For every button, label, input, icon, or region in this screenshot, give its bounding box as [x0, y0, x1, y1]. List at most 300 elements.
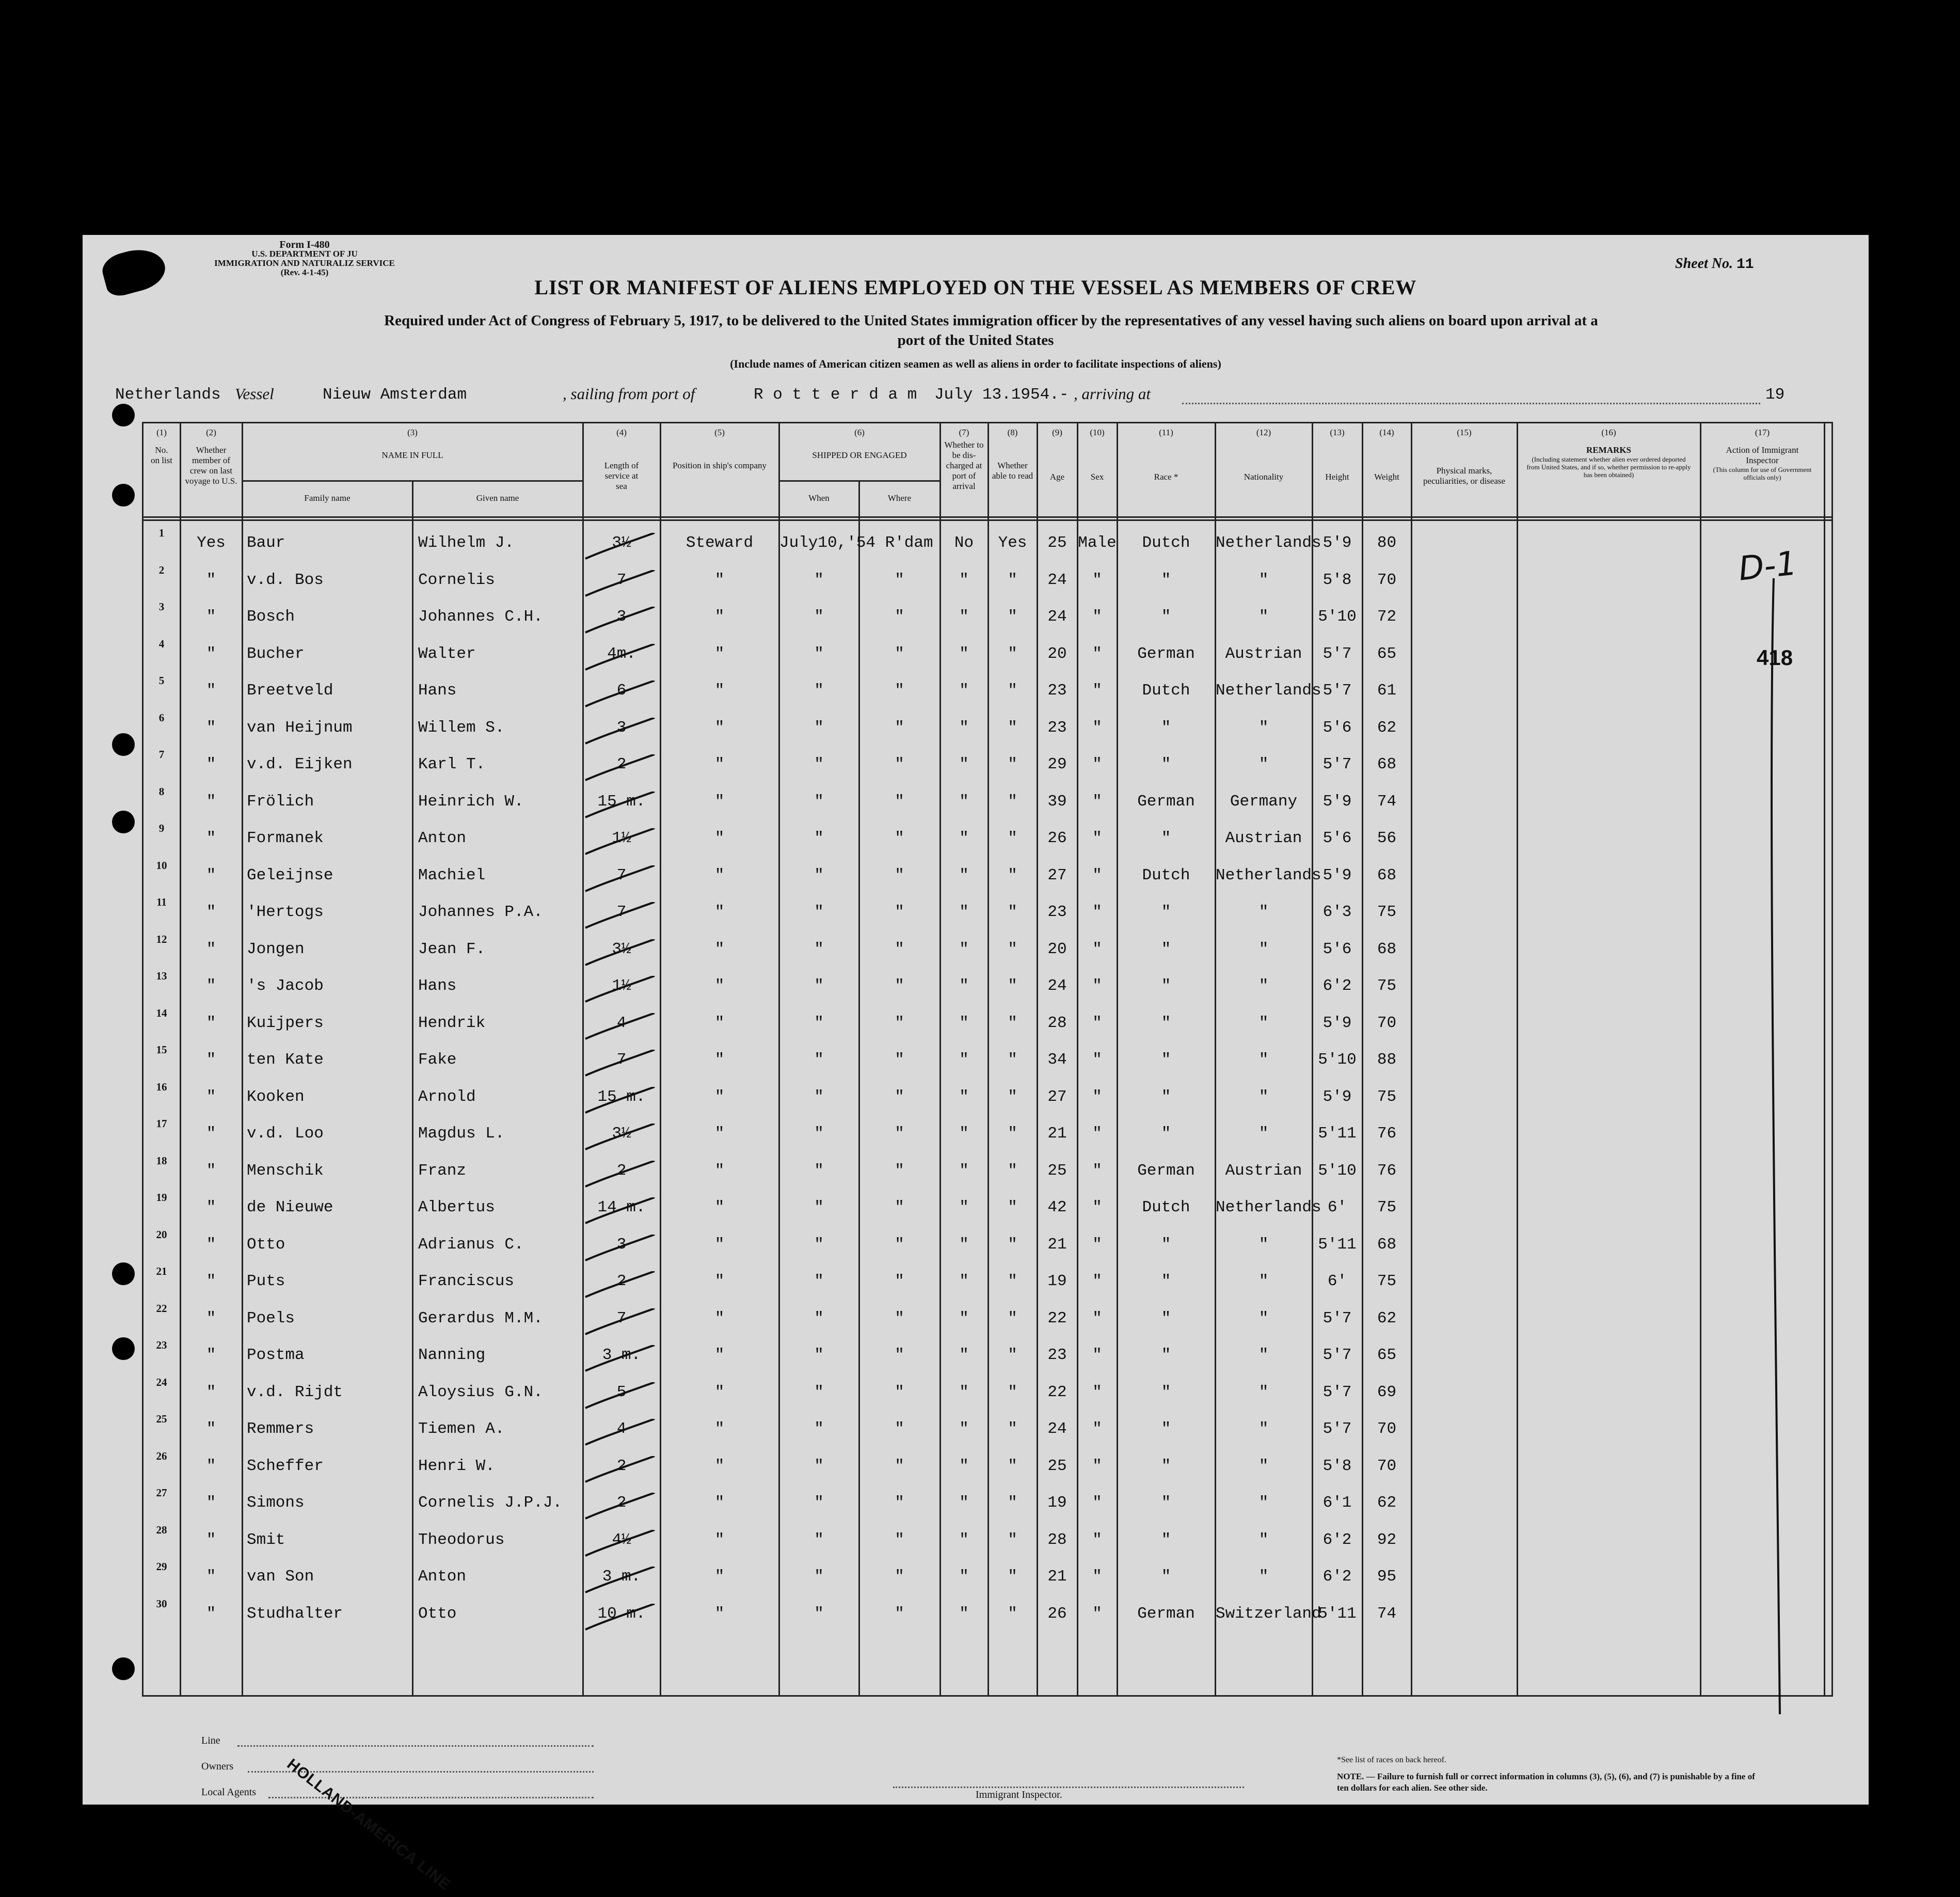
- header-col15-label: Physical marks, peculiarities, or disease: [1423, 466, 1506, 486]
- cell-weight: 80: [1377, 534, 1397, 552]
- cell-given: Fake: [418, 1051, 457, 1069]
- races-note: *See list of races on back hereof.: [1337, 1756, 1446, 1764]
- cell-read: ": [1008, 755, 1017, 773]
- binder-hole: [112, 1337, 135, 1360]
- header-col14: [1363, 428, 1411, 482]
- cell-where: ": [895, 1051, 904, 1069]
- cell-weight: 75: [1377, 1272, 1397, 1290]
- table-row: [144, 1046, 1831, 1083]
- cell-given: Jean F.: [418, 940, 486, 958]
- cell-discharged: ": [959, 1272, 969, 1290]
- header-col6-label: SHIPPED OR ENGAGED: [812, 450, 907, 460]
- cell-family: Menschik: [247, 1161, 324, 1180]
- cell-discharged: ": [959, 1457, 969, 1475]
- dept-line-2: [206, 259, 403, 268]
- cell-age: 20: [1047, 644, 1067, 663]
- cell-when: ": [814, 1530, 824, 1549]
- cell-position: ": [714, 755, 725, 773]
- cell-where: 4 R'dam: [866, 534, 933, 552]
- cell-crew: ": [206, 1604, 216, 1623]
- cell-where: ": [895, 1198, 904, 1216]
- cell-where: ": [895, 1420, 904, 1438]
- cell-given: Magdus L.: [418, 1125, 505, 1143]
- cell-when: ": [814, 1457, 824, 1475]
- table-row: [144, 1378, 1831, 1415]
- cell-position: Steward: [686, 534, 754, 552]
- header-col3: [243, 428, 582, 461]
- cell-service: 3 m.: [602, 1346, 641, 1364]
- header-col6: [779, 428, 939, 461]
- sheet-number-value: 11: [1736, 257, 1754, 273]
- cell-no: 27: [156, 1487, 167, 1499]
- cell-where: ": [895, 903, 904, 921]
- cell-sex: ": [1092, 1604, 1102, 1623]
- check-tick: [582, 1124, 660, 1155]
- cell-sex: ": [1092, 977, 1102, 995]
- header-col17-label: Action of Immigrant Inspector: [1726, 445, 1799, 465]
- cell-family: Remmers: [247, 1420, 314, 1438]
- cell-age: 39: [1047, 792, 1067, 811]
- cell-race: ": [1161, 571, 1171, 589]
- cell-height: 5'7: [1322, 1346, 1352, 1364]
- check-tick: [582, 865, 660, 896]
- cell-crew: ": [206, 903, 216, 921]
- check-tick: [582, 607, 660, 638]
- cell-discharged: ": [959, 1235, 969, 1254]
- cell-read: ": [1008, 1383, 1017, 1401]
- cell-sex: ": [1092, 1161, 1102, 1180]
- cell-weight: 92: [1377, 1530, 1397, 1549]
- cell-age: 21: [1047, 1235, 1067, 1254]
- cell-service: 3: [616, 718, 627, 737]
- cell-position: ": [714, 1420, 725, 1438]
- cell-height: 6'2: [1322, 1530, 1352, 1549]
- cell-nationality: ": [1258, 1346, 1269, 1364]
- cell-no: 12: [156, 932, 167, 945]
- check-tick: [582, 1604, 660, 1635]
- header-col10-label: Sex: [1090, 472, 1104, 482]
- cell-weight: 74: [1377, 1604, 1397, 1623]
- cell-race: ": [1161, 1087, 1171, 1106]
- cell-height: 6'3: [1322, 903, 1352, 921]
- line-label: Line: [201, 1735, 220, 1746]
- cell-weight: 68: [1377, 940, 1397, 958]
- cell-crew: Yes: [197, 534, 226, 552]
- cell-age: 23: [1047, 903, 1067, 921]
- cell-crew: ": [206, 1014, 216, 1032]
- cell-height: 6'2: [1322, 1568, 1352, 1586]
- cell-race: ": [1161, 608, 1171, 626]
- binder-hole: [112, 733, 135, 756]
- form-number: Form I-480: [279, 239, 330, 250]
- check-tick: [582, 681, 660, 712]
- cell-crew: ": [206, 1494, 216, 1512]
- cell-position: ": [714, 1272, 725, 1290]
- cell-no: 30: [156, 1597, 167, 1610]
- cell-where: ": [895, 1235, 904, 1254]
- cell-height: 5'7: [1322, 644, 1352, 663]
- cell-where: ": [895, 1272, 904, 1290]
- header-col7-label: Whether to be dis-charged at port of arrival: [944, 440, 984, 491]
- header-col2: [181, 428, 242, 486]
- header-col1-label: No. on list: [150, 445, 173, 465]
- header-col7: [941, 428, 987, 492]
- check-tick: [582, 1308, 660, 1339]
- cell-position: ": [714, 571, 725, 589]
- cell-family: van Son: [247, 1568, 314, 1586]
- check-tick: [582, 1271, 660, 1302]
- cell-nationality: ": [1258, 1568, 1269, 1586]
- header-col15-num: (15): [1457, 428, 1472, 437]
- crew-table: [142, 422, 1833, 1697]
- header-col3-num: (3): [407, 428, 418, 437]
- table-row: [144, 711, 1831, 751]
- check-tick: [582, 644, 660, 675]
- cell-weight: 68: [1377, 866, 1397, 884]
- cell-sex: ": [1092, 755, 1102, 773]
- cell-service: 7: [616, 1309, 627, 1327]
- cell-discharged: ": [959, 1346, 969, 1364]
- cell-crew: ": [206, 1198, 216, 1216]
- header-col3-label: NAME IN FULL: [381, 450, 443, 460]
- cell-service: 7: [616, 1051, 627, 1069]
- cell-where: ": [895, 1125, 904, 1143]
- cell-family: Poels: [247, 1309, 295, 1327]
- cell-family: 'Hertogs: [247, 903, 324, 921]
- cell-discharged: ": [959, 718, 969, 737]
- cell-read: ": [1008, 866, 1017, 884]
- cell-race: ": [1161, 1383, 1171, 1401]
- cell-family: Simons: [247, 1494, 305, 1512]
- cell-where: ": [895, 829, 904, 847]
- cell-discharged: ": [959, 1604, 969, 1623]
- cell-height: 6': [1327, 1272, 1347, 1290]
- cell-race: Dutch: [1142, 682, 1190, 700]
- cell-read: ": [1008, 1457, 1017, 1475]
- cell-family: v.d. Bos: [247, 571, 324, 589]
- cell-where: ": [895, 1383, 904, 1401]
- inspector-mark: D-1: [1736, 544, 1799, 589]
- cell-nationality: ": [1258, 1014, 1269, 1032]
- line-blank: [237, 1745, 594, 1747]
- cell-read: ": [1008, 644, 1017, 663]
- record-count: 418: [1757, 645, 1793, 670]
- cell-discharged: ": [959, 1309, 969, 1327]
- cell-height: 5'11: [1318, 1235, 1357, 1254]
- cell-discharged: ": [959, 866, 969, 884]
- cell-position: ": [714, 608, 725, 626]
- cell-position: ": [714, 1383, 725, 1401]
- cell-when: July10,'5: [779, 534, 866, 552]
- cell-crew: ": [206, 1161, 216, 1180]
- header-col1-num: (1): [156, 428, 167, 437]
- cell-no: 23: [156, 1339, 167, 1351]
- cell-position: ": [714, 718, 725, 737]
- cell-position: ": [714, 682, 725, 700]
- check-tick: [582, 939, 660, 970]
- cell-when: ": [814, 1198, 824, 1216]
- cell-when: ": [814, 1051, 824, 1069]
- cell-crew: ": [206, 866, 216, 884]
- cell-when: ": [814, 829, 824, 847]
- form-id-block: [206, 240, 403, 277]
- cell-family: Geleijnse: [247, 866, 333, 884]
- form-instruction: (Include names of American citizen seamen as well as aliens in order to facilitate inspections of aliens): [730, 357, 1221, 370]
- table-row: [144, 972, 1831, 1009]
- cell-service: 7: [616, 903, 627, 921]
- cell-service: 10 m.: [597, 1604, 646, 1623]
- cell-discharged: ": [959, 755, 969, 773]
- cell-age: 26: [1047, 829, 1067, 847]
- cell-read: ": [1008, 1125, 1017, 1143]
- cell-age: 22: [1047, 1383, 1067, 1401]
- cell-where: ": [895, 1087, 904, 1106]
- table-row: [144, 1523, 1831, 1563]
- cell-race: ": [1161, 1051, 1171, 1069]
- cell-where: ": [895, 792, 904, 811]
- cell-sex: ": [1092, 1087, 1102, 1106]
- cell-when: ": [814, 1494, 824, 1512]
- cell-weight: 70: [1377, 1457, 1397, 1475]
- header-col7-num: (7): [959, 428, 969, 437]
- cell-sex: ": [1092, 1014, 1102, 1032]
- cell-crew: ": [206, 829, 216, 847]
- cell-read: ": [1008, 682, 1017, 700]
- cell-read: ": [1008, 1309, 1017, 1327]
- header-col14-label: Weight: [1374, 472, 1399, 482]
- check-tick: [582, 1382, 660, 1413]
- cell-weight: 70: [1377, 1420, 1397, 1438]
- cell-no: 10: [156, 859, 167, 872]
- cell-height: 5'6: [1322, 940, 1352, 958]
- cell-sex: ": [1092, 1272, 1102, 1290]
- cell-no: 20: [156, 1228, 167, 1241]
- cell-age: 27: [1047, 866, 1067, 884]
- cell-where: ": [895, 571, 904, 589]
- cell-given: Aloysius G.N.: [418, 1383, 543, 1401]
- cell-nationality: ": [1258, 718, 1269, 737]
- check-tick: [582, 1087, 660, 1118]
- cell-race: ": [1161, 977, 1171, 995]
- cell-height: 5'11: [1318, 1125, 1357, 1143]
- cell-position: ": [714, 1235, 725, 1254]
- cell-height: 5'7: [1322, 1420, 1352, 1438]
- table-row: [144, 600, 1831, 640]
- cell-discharged: ": [959, 608, 969, 626]
- cell-position: ": [714, 1494, 725, 1512]
- cell-discharged: ": [959, 1494, 969, 1512]
- cell-race: ": [1161, 718, 1171, 737]
- cell-position: ": [714, 977, 725, 995]
- cell-when: ": [814, 1346, 824, 1364]
- cell-race: ": [1161, 829, 1171, 847]
- cell-where: ": [895, 1604, 904, 1623]
- cell-when: ": [814, 1568, 824, 1586]
- check-tick: [582, 718, 660, 749]
- cell-given: Anton: [418, 829, 467, 847]
- arriving-label: , arriving at: [1074, 385, 1151, 403]
- cell-discharged: ": [959, 682, 969, 700]
- cell-age: 23: [1047, 682, 1067, 700]
- cell-no: 7: [158, 748, 165, 761]
- cell-read: ": [1008, 1087, 1017, 1106]
- header-col8-num: (8): [1007, 428, 1018, 437]
- cell-given: Cornelis J.P.J.: [418, 1494, 563, 1512]
- header-col1: [144, 428, 180, 466]
- cell-when: ": [814, 644, 824, 663]
- cell-nationality: ": [1258, 571, 1269, 589]
- header-col11-label: Race *: [1154, 472, 1178, 482]
- cell-read: ": [1008, 903, 1017, 921]
- cell-discharged: No: [954, 534, 974, 552]
- cell-crew: ": [206, 644, 216, 663]
- dept-line-2-b: SERVICE: [356, 258, 395, 268]
- cell-no: 1: [158, 527, 165, 539]
- cell-race: ": [1161, 1494, 1171, 1512]
- cell-age: 20: [1047, 940, 1067, 958]
- cell-nationality: ": [1258, 903, 1269, 921]
- check-tick: [582, 570, 660, 601]
- cell-age: 23: [1047, 718, 1067, 737]
- cell-family: Baur: [247, 534, 285, 552]
- cell-race: ": [1161, 1125, 1171, 1143]
- check-tick: [582, 1197, 660, 1228]
- cell-height: 5'8: [1322, 571, 1352, 589]
- cell-given: Walter: [418, 644, 476, 663]
- cell-discharged: ": [959, 644, 969, 663]
- cell-when: ": [814, 608, 824, 626]
- cell-height: 5'7: [1322, 1309, 1352, 1327]
- cell-family: Scheffer: [247, 1457, 324, 1475]
- cell-service: 3 m.: [602, 1568, 641, 1586]
- header-col5-label: Position in ship's company: [672, 461, 767, 470]
- check-tick: [582, 902, 660, 933]
- cell-discharged: ": [959, 1198, 969, 1216]
- check-tick: [582, 1567, 660, 1598]
- cell-age: 25: [1047, 1457, 1067, 1475]
- cell-family: Otto: [247, 1235, 285, 1254]
- cell-race: German: [1137, 1604, 1195, 1623]
- cell-crew: ": [206, 718, 216, 737]
- cell-family: de Nieuwe: [247, 1198, 333, 1216]
- cell-service: 7: [616, 866, 627, 884]
- cell-family: Frölich: [247, 792, 314, 811]
- header-col15: [1412, 428, 1517, 486]
- cell-crew: ": [206, 1346, 216, 1364]
- cell-no: 29: [156, 1560, 167, 1573]
- cell-race: ": [1161, 1346, 1171, 1364]
- rev-date: (Rev. 4-1-45): [280, 267, 329, 277]
- cell-weight: 62: [1377, 1494, 1397, 1512]
- cell-given: Hans: [418, 977, 457, 995]
- header-col17-sub: (This column for use of Government officials only): [1713, 466, 1812, 481]
- cell-given: Anton: [418, 1568, 467, 1586]
- cell-weight: 56: [1377, 829, 1397, 847]
- cell-race: ": [1161, 940, 1171, 958]
- cell-service: 4½: [612, 1530, 631, 1549]
- cell-service: 3½: [612, 940, 631, 958]
- check-tick: [582, 1345, 660, 1376]
- cell-discharged: ": [959, 829, 969, 847]
- cell-weight: 75: [1377, 977, 1397, 995]
- cell-where: ": [895, 644, 904, 663]
- cell-nationality: Austrian: [1225, 1161, 1302, 1180]
- cell-crew: ": [206, 977, 216, 995]
- cell-nationality: ": [1258, 1420, 1269, 1438]
- vessel-nationality: Netherlands: [115, 386, 221, 404]
- cell-service: 5: [616, 1383, 627, 1401]
- cell-when: ": [814, 571, 824, 589]
- cell-when: ": [814, 977, 824, 995]
- header-col13-label: Height: [1325, 472, 1349, 482]
- cell-where: ": [895, 1530, 904, 1549]
- cell-family: v.d. Eijken: [247, 755, 353, 773]
- cell-nationality: ": [1258, 1383, 1269, 1401]
- cell-crew: ": [206, 1272, 216, 1290]
- cell-race: ": [1161, 1568, 1171, 1586]
- ditto-line: [1759, 578, 1790, 1714]
- cell-weight: 70: [1377, 1014, 1397, 1032]
- cell-position: ": [714, 866, 725, 884]
- cell-height: 5'9: [1322, 866, 1352, 884]
- cell-weight: 75: [1377, 903, 1397, 921]
- cell-race: ": [1161, 1235, 1171, 1254]
- cell-read: ": [1008, 608, 1017, 626]
- cell-age: 26: [1047, 1604, 1067, 1623]
- cell-race: ": [1161, 755, 1171, 773]
- header-col16-num: (16): [1601, 428, 1616, 437]
- cell-family: v.d. Rijdt: [247, 1383, 343, 1401]
- cell-height: 5'6: [1322, 829, 1352, 847]
- cell-crew: ": [206, 1051, 216, 1069]
- cell-weight: 61: [1377, 682, 1397, 700]
- header-col6-num: (6): [854, 428, 865, 437]
- cell-given: Theodorus: [418, 1530, 505, 1549]
- cell-given: Johannes C.H.: [418, 608, 543, 626]
- cell-when: ": [814, 1309, 824, 1327]
- cell-race: Dutch: [1142, 866, 1190, 884]
- check-tick: [582, 1161, 660, 1192]
- cell-weight: 70: [1377, 571, 1397, 589]
- cell-race: ": [1161, 1457, 1171, 1475]
- cell-service: 3½: [612, 1125, 631, 1143]
- cell-age: 29: [1047, 755, 1067, 773]
- cell-sex: ": [1092, 608, 1102, 626]
- cell-no: 14: [156, 1006, 167, 1019]
- cell-height: 5'9: [1322, 534, 1352, 552]
- cell-weight: 76: [1377, 1161, 1397, 1180]
- cell-weight: 95: [1377, 1568, 1397, 1586]
- cell-height: 6'1: [1322, 1494, 1352, 1512]
- header-col13-num: (13): [1330, 428, 1345, 437]
- check-tick: [582, 1419, 660, 1450]
- table-row: [144, 787, 1831, 825]
- cell-read: ": [1008, 718, 1017, 737]
- cell-family: Breetveld: [247, 682, 333, 700]
- cell-sex: ": [1092, 1235, 1102, 1254]
- cell-discharged: ": [959, 903, 969, 921]
- cell-given: Franciscus: [418, 1272, 515, 1290]
- cell-no: 8: [158, 785, 165, 798]
- cell-nationality: ": [1258, 608, 1269, 626]
- header-col2-num: (2): [206, 428, 216, 437]
- cell-weight: 62: [1377, 718, 1397, 737]
- cell-no: 24: [156, 1376, 167, 1388]
- cell-age: 19: [1047, 1272, 1067, 1290]
- cell-weight: 75: [1377, 1087, 1397, 1106]
- agents-blank: [268, 1797, 594, 1798]
- cell-read: Yes: [998, 534, 1027, 552]
